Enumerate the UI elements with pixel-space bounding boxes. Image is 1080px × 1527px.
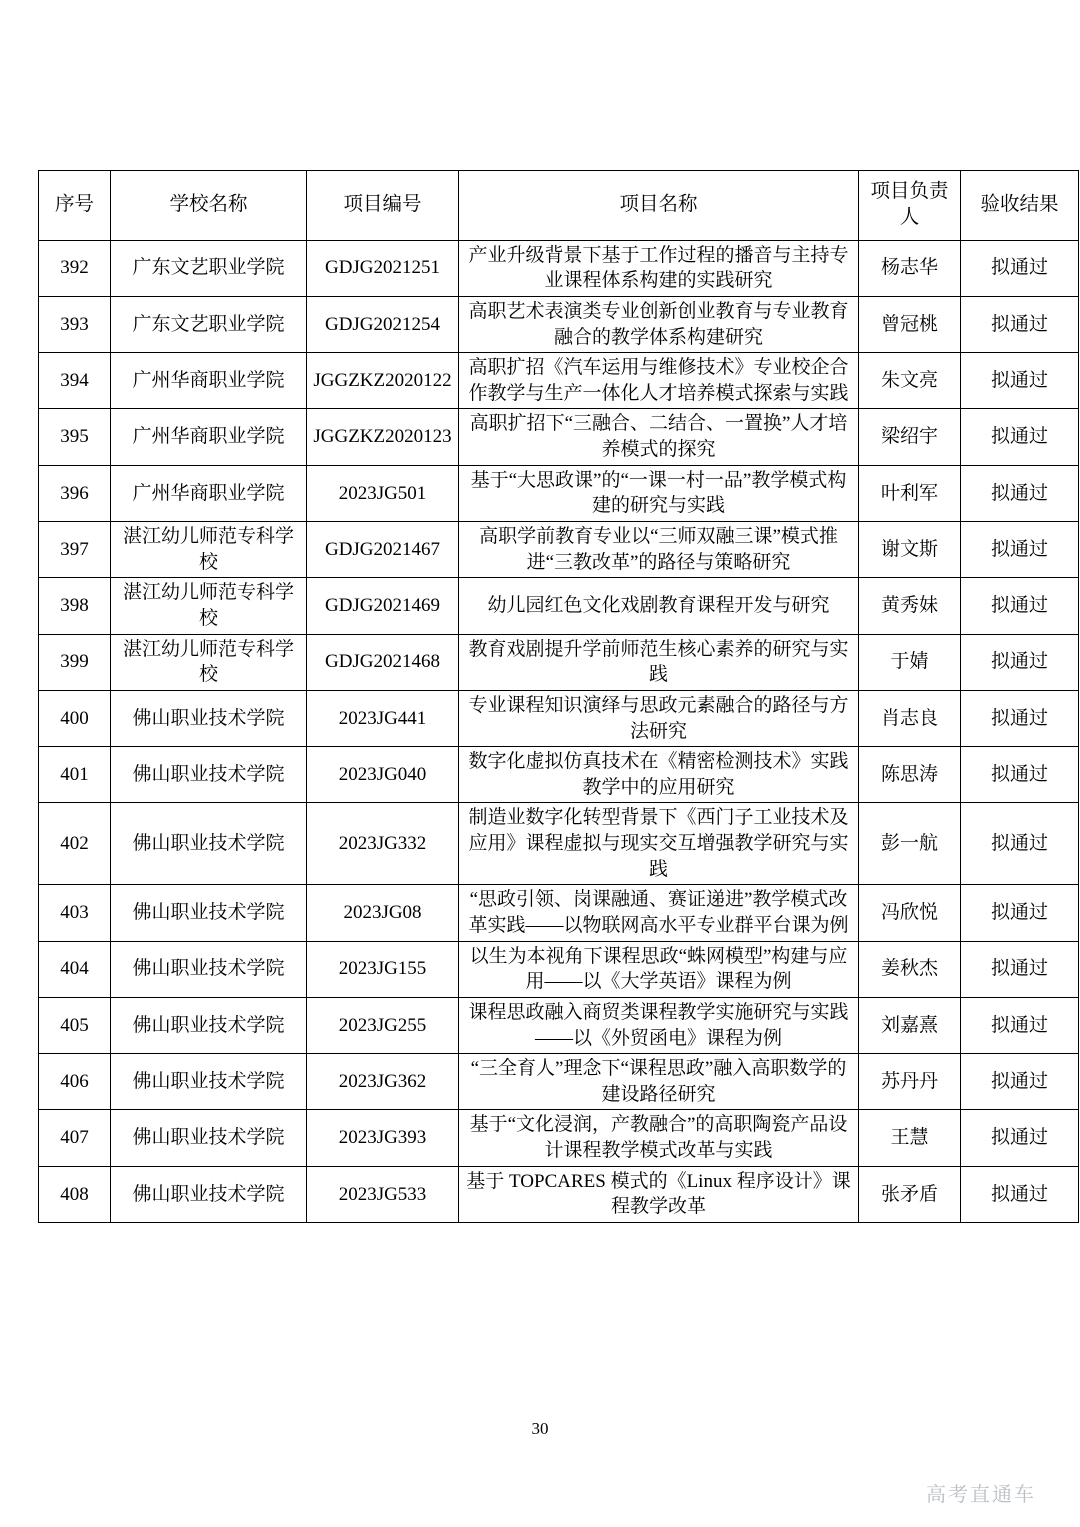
cell-seq: 401	[39, 747, 111, 803]
cell-title: 专业课程知识演绎与思政元素融合的路径与方法研究	[459, 690, 859, 746]
cell-title: 高职艺术表演类专业创新创业教育与专业教育融合的教学体系构建研究	[459, 296, 859, 352]
cell-school: 湛江幼儿师范专科学校	[111, 634, 307, 690]
table-row	[39, 997, 1079, 1053]
cell-leader: 杨志华	[859, 240, 961, 296]
cell-result: 拟通过	[961, 690, 1079, 746]
cell-leader: 王慧	[859, 1110, 961, 1166]
cell-seq: 402	[39, 803, 111, 885]
cell-school: 广东文艺职业学院	[111, 296, 307, 352]
cell-school: 佛山职业技术学院	[111, 747, 307, 803]
cell-title: “三全育人”理念下“课程思政”融入高职数学的建设路径研究	[459, 1054, 859, 1110]
cell-title: 基于“大思政课”的“一课一村一品”教学模式构建的研究与实践	[459, 465, 859, 521]
cell-school: 佛山职业技术学院	[111, 941, 307, 997]
cell-seq: 396	[39, 465, 111, 521]
cell-code: 2023JG393	[307, 1110, 459, 1166]
cell-result: 拟通过	[961, 634, 1079, 690]
table-row	[39, 578, 1079, 634]
cell-leader: 黄秀妹	[859, 578, 961, 634]
cell-result: 拟通过	[961, 803, 1079, 885]
cell-title: 产业升级背景下基于工作过程的播音与主持专业课程体系构建的实践研究	[459, 240, 859, 296]
cell-seq: 397	[39, 522, 111, 578]
project-acceptance-table	[38, 170, 1079, 1223]
cell-leader: 于婧	[859, 634, 961, 690]
cell-school: 佛山职业技术学院	[111, 803, 307, 885]
column-header-seq: 序号	[39, 171, 111, 241]
cell-result: 拟通过	[961, 522, 1079, 578]
cell-result: 拟通过	[961, 240, 1079, 296]
cell-title: 高职扩招下“三融合、二结合、一置换”人才培养模式的探究	[459, 409, 859, 465]
cell-title: 以生为本视角下课程思政“蛛网模型”构建与应用——以《大学英语》课程为例	[459, 941, 859, 997]
cell-code: JGGZKZ2020122	[307, 353, 459, 409]
cell-code: JGGZKZ2020123	[307, 409, 459, 465]
cell-leader: 曾冠桃	[859, 296, 961, 352]
cell-result: 拟通过	[961, 353, 1079, 409]
cell-leader: 姜秋杰	[859, 941, 961, 997]
cell-title: “思政引领、岗课融通、赛证递进”教学模式改革实践——以物联网高水平专业群平台课为例	[459, 885, 859, 941]
cell-seq: 398	[39, 578, 111, 634]
cell-result: 拟通过	[961, 997, 1079, 1053]
table-row	[39, 409, 1079, 465]
column-header-leader: 项目负责人	[859, 171, 961, 241]
cell-title: 高职学前教育专业以“三师双融三课”模式推进“三教改革”的路径与策略研究	[459, 522, 859, 578]
watermark: 高考直通车	[926, 1484, 1036, 1506]
cell-title: 课程思政融入商贸类课程教学实施研究与实践——以《外贸函电》课程为例	[459, 997, 859, 1053]
cell-code: GDJG2021469	[307, 578, 459, 634]
cell-code: GDJG2021468	[307, 634, 459, 690]
table-row	[39, 465, 1079, 521]
cell-result: 拟通过	[961, 1110, 1079, 1166]
cell-leader: 张矛盾	[859, 1166, 961, 1222]
cell-title: 高职扩招《汽车运用与维修技术》专业校企合作教学与生产一体化人才培养模式探索与实践	[459, 353, 859, 409]
cell-result: 拟通过	[961, 941, 1079, 997]
cell-title: 幼儿园红色文化戏剧教育课程开发与研究	[459, 578, 859, 634]
cell-school: 广州华商职业学院	[111, 353, 307, 409]
table-row	[39, 941, 1079, 997]
cell-seq: 404	[39, 941, 111, 997]
cell-seq: 408	[39, 1166, 111, 1222]
cell-seq: 392	[39, 240, 111, 296]
cell-leader: 彭一航	[859, 803, 961, 885]
column-header-code: 项目编号	[307, 171, 459, 241]
cell-title: 基于“文化浸润，产教融合”的高职陶瓷产品设计课程教学模式改革与实践	[459, 1110, 859, 1166]
table-row	[39, 634, 1079, 690]
table-row	[39, 1110, 1079, 1166]
table-row	[39, 747, 1079, 803]
cell-result: 拟通过	[961, 578, 1079, 634]
table-row	[39, 803, 1079, 885]
cell-school: 佛山职业技术学院	[111, 1110, 307, 1166]
table-row	[39, 1166, 1079, 1222]
cell-school: 佛山职业技术学院	[111, 997, 307, 1053]
cell-title: 数字化虚拟仿真技术在《精密检测技术》实践教学中的应用研究	[459, 747, 859, 803]
cell-leader: 叶利军	[859, 465, 961, 521]
page-number: 30	[531, 1419, 549, 1438]
cell-leader: 梁绍宇	[859, 409, 961, 465]
cell-school: 广州华商职业学院	[111, 465, 307, 521]
column-header-result: 验收结果	[961, 171, 1079, 241]
cell-seq: 400	[39, 690, 111, 746]
cell-code: GDJG2021251	[307, 240, 459, 296]
cell-leader: 朱文亮	[859, 353, 961, 409]
table-row	[39, 1054, 1079, 1110]
cell-code: 2023JG155	[307, 941, 459, 997]
cell-seq: 395	[39, 409, 111, 465]
cell-code: 2023JG040	[307, 747, 459, 803]
cell-school: 佛山职业技术学院	[111, 1166, 307, 1222]
cell-code: 2023JG255	[307, 997, 459, 1053]
cell-seq: 393	[39, 296, 111, 352]
table-row	[39, 885, 1079, 941]
cell-code: 2023JG362	[307, 1054, 459, 1110]
cell-leader: 刘嘉熹	[859, 997, 961, 1053]
cell-leader: 冯欣悦	[859, 885, 961, 941]
cell-result: 拟通过	[961, 747, 1079, 803]
cell-leader: 苏丹丹	[859, 1054, 961, 1110]
cell-school: 湛江幼儿师范专科学校	[111, 578, 307, 634]
cell-school: 佛山职业技术学院	[111, 690, 307, 746]
table-row	[39, 353, 1079, 409]
column-header-title: 项目名称	[459, 171, 859, 241]
cell-code: 2023JG332	[307, 803, 459, 885]
cell-school: 佛山职业技术学院	[111, 885, 307, 941]
cell-result: 拟通过	[961, 885, 1079, 941]
table-row	[39, 690, 1079, 746]
cell-school: 广州华商职业学院	[111, 409, 307, 465]
cell-title: 教育戏剧提升学前师范生核心素养的研究与实践	[459, 634, 859, 690]
cell-result: 拟通过	[961, 1166, 1079, 1222]
table-body	[39, 240, 1079, 1222]
table-row	[39, 296, 1079, 352]
cell-school: 广东文艺职业学院	[111, 240, 307, 296]
cell-leader: 谢文斯	[859, 522, 961, 578]
cell-seq: 405	[39, 997, 111, 1053]
cell-code: 2023JG533	[307, 1166, 459, 1222]
cell-seq: 406	[39, 1054, 111, 1110]
cell-title: 基于 TOPCARES 模式的《Linux 程序设计》课程教学改革	[459, 1166, 859, 1222]
cell-leader: 肖志良	[859, 690, 961, 746]
cell-result: 拟通过	[961, 465, 1079, 521]
cell-school: 佛山职业技术学院	[111, 1054, 307, 1110]
cell-seq: 394	[39, 353, 111, 409]
cell-seq: 399	[39, 634, 111, 690]
column-header-school: 学校名称	[111, 171, 307, 241]
cell-code: 2023JG08	[307, 885, 459, 941]
table-row	[39, 240, 1079, 296]
cell-result: 拟通过	[961, 296, 1079, 352]
cell-title: 制造业数字化转型背景下《西门子工业技术及应用》课程虚拟与现实交互增强教学研究与实践	[459, 803, 859, 885]
cell-result: 拟通过	[961, 409, 1079, 465]
cell-code: GDJG2021254	[307, 296, 459, 352]
cell-code: 2023JG441	[307, 690, 459, 746]
cell-seq: 403	[39, 885, 111, 941]
cell-school: 湛江幼儿师范专科学校	[111, 522, 307, 578]
cell-leader: 陈思涛	[859, 747, 961, 803]
cell-result: 拟通过	[961, 1054, 1079, 1110]
table-row	[39, 522, 1079, 578]
table-header-row	[39, 171, 1079, 241]
cell-code: GDJG2021467	[307, 522, 459, 578]
cell-seq: 407	[39, 1110, 111, 1166]
cell-code: 2023JG501	[307, 465, 459, 521]
